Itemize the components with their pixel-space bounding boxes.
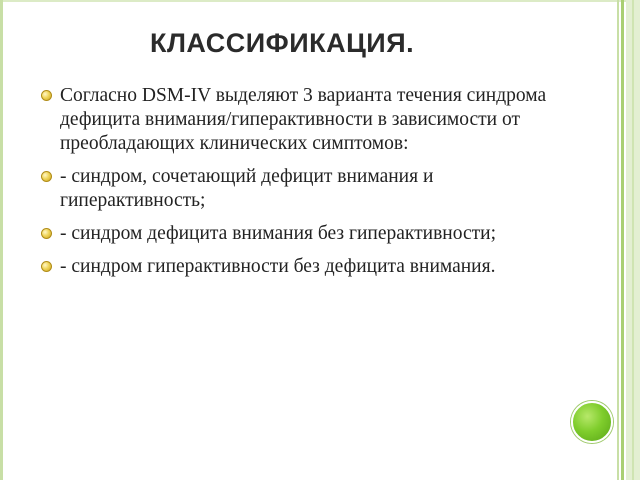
frame-left-border [0, 0, 3, 480]
bullet-item [40, 165, 560, 213]
bullet-item [40, 84, 560, 156]
bullet-dot-icon [41, 171, 52, 182]
bullet-item [40, 255, 560, 279]
bullet-dot-icon [41, 90, 52, 101]
frame-top-border [0, 0, 640, 2]
green-circle-button[interactable] [571, 401, 613, 443]
bullet-text: - синдром дефицита внимания без гиперактивности; [60, 223, 497, 244]
bullet-text: - синдром гиперактивности без дефицита внимания. [60, 256, 496, 277]
frame-right-stripe [621, 0, 624, 480]
bullet-item [40, 222, 560, 246]
slide-title: КЛАССИФИКАЦИЯ. [150, 28, 415, 58]
frame-right-stripe [632, 0, 634, 480]
bullet-dot-icon [41, 261, 52, 272]
bullet-text: Согласно DSM-IV выделяют 3 варианта течения синдрома дефицита внимания/гиперактивности в зависимости от преобладающих клинических симптомов: [60, 85, 547, 154]
bullet-list [40, 84, 560, 288]
frame-right-stripe [617, 0, 619, 480]
bullet-dot-icon [41, 228, 52, 239]
bullet-text: - синдром, сочетающий дефицит внимания и гиперактивность; [60, 166, 434, 211]
